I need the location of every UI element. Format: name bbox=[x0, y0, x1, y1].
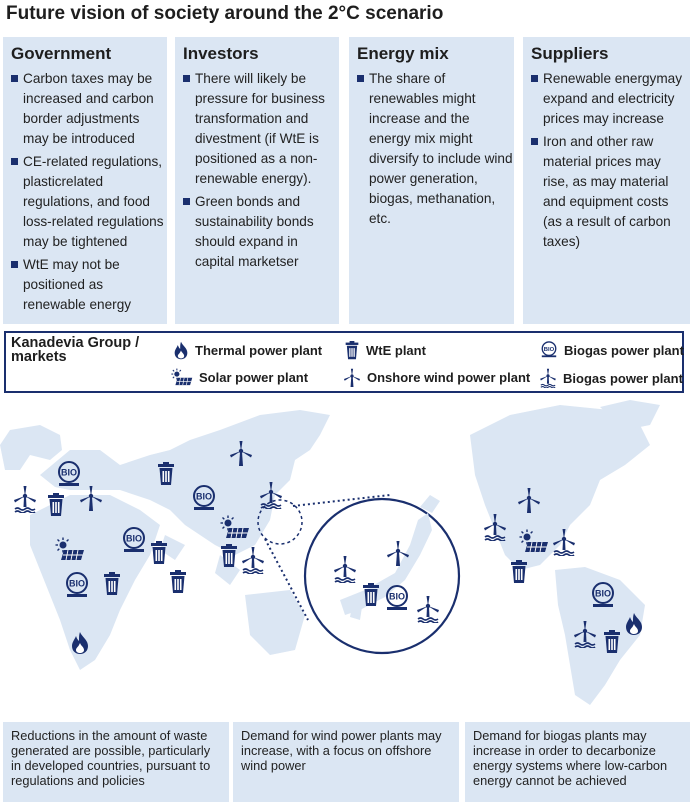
bottom-note-waste: Reductions in the amount of waste generated are possible, particularly in developed countries, pursuant to regulations and policies bbox=[3, 722, 229, 802]
bio-label: BIO bbox=[60, 467, 78, 478]
investors-panel bbox=[175, 37, 339, 324]
suppliers-heading: Suppliers bbox=[531, 44, 609, 63]
government-item: WtE may not be positioned as renewable energy bbox=[11, 255, 167, 315]
offshore-wind-marker bbox=[242, 547, 264, 574]
offshore-wind-icon bbox=[539, 368, 557, 388]
page-title: Future vision of society around the 2°C scenario bbox=[6, 3, 444, 24]
legend-biogas-2 bbox=[539, 368, 683, 388]
bio-label: BIO bbox=[195, 491, 213, 502]
legend-solar bbox=[171, 368, 308, 386]
energy-mix-item: The share of renewables might increase and the energy mix might diversify to include wind power generation, biogas, methanation, etc. bbox=[357, 69, 514, 229]
legend-title: Kanadevia Group / markets bbox=[11, 335, 140, 365]
bio-label: BIO bbox=[68, 578, 86, 589]
wind-turbine-icon bbox=[343, 368, 361, 387]
bio-label: BIO bbox=[594, 588, 612, 599]
legend-solar-label: Solar power plant bbox=[199, 369, 309, 385]
wte-marker bbox=[170, 570, 186, 593]
bio-label: BIO bbox=[125, 533, 143, 544]
government-heading: Government bbox=[11, 44, 112, 63]
flame-icon bbox=[173, 341, 189, 360]
bottom-note-biogas: Demand for biogas plants may increase in order to decarbonize energy systems where low-carbon energy cannot be achieved bbox=[465, 722, 690, 802]
investors-item: Green bonds and sustainability bonds should expand in capital marketser bbox=[183, 192, 339, 272]
legend-wte bbox=[344, 341, 426, 360]
energy-mix-panel bbox=[349, 37, 514, 324]
energy-mix-heading: Energy mix bbox=[357, 44, 449, 63]
legend-biogas-2-label: Biogas power plant bbox=[563, 370, 683, 386]
government-item: CE-related regulations, plasticrelated regulations, and food loss-related regulations may be tightened bbox=[11, 152, 167, 252]
solar-panel-icon bbox=[171, 368, 193, 386]
suppliers-item: Iron and other raw material prices may rise, as may material and equipment costs (as a result of carbon taxes) bbox=[531, 132, 690, 252]
legend-thermal-label: Thermal power plant bbox=[195, 343, 323, 358]
offshore-wind-marker bbox=[14, 486, 36, 513]
bottom-note-wind: Demand for wind power plants may increase, with a focus on offshore wind power bbox=[233, 722, 459, 802]
legend-biogas-1 bbox=[540, 341, 684, 359]
investors-heading: Investors bbox=[183, 44, 259, 63]
government-item: Carbon taxes may be increased and carbon border adjustments may be introduced bbox=[11, 69, 167, 149]
bio-icon-label: BIO bbox=[543, 346, 555, 353]
wte-marker bbox=[151, 541, 167, 564]
legend-biogas-1-label: Biogas power plant bbox=[564, 342, 684, 358]
trash-bin-icon bbox=[344, 341, 360, 360]
government-panel bbox=[3, 37, 167, 324]
japan-zoom-circle bbox=[305, 495, 459, 653]
world-map bbox=[0, 395, 690, 720]
suppliers-item: Renewable energymay expand and electricity prices may increase bbox=[531, 69, 690, 129]
bio-icon bbox=[540, 341, 558, 359]
legend-wte-label: WtE plant bbox=[366, 343, 426, 358]
wte-marker bbox=[511, 560, 527, 583]
investors-item: There will likely be pressure for business transformation and divestment (if WtE is positioned as a non-renewable energy). bbox=[183, 69, 339, 189]
bio-label: BIO bbox=[388, 591, 406, 602]
legend-wind bbox=[343, 368, 530, 387]
legend bbox=[4, 331, 684, 393]
suppliers-panel bbox=[523, 37, 690, 324]
legend-wind-label: Onshore wind power plant bbox=[367, 370, 531, 385]
legend-thermal bbox=[173, 341, 322, 360]
